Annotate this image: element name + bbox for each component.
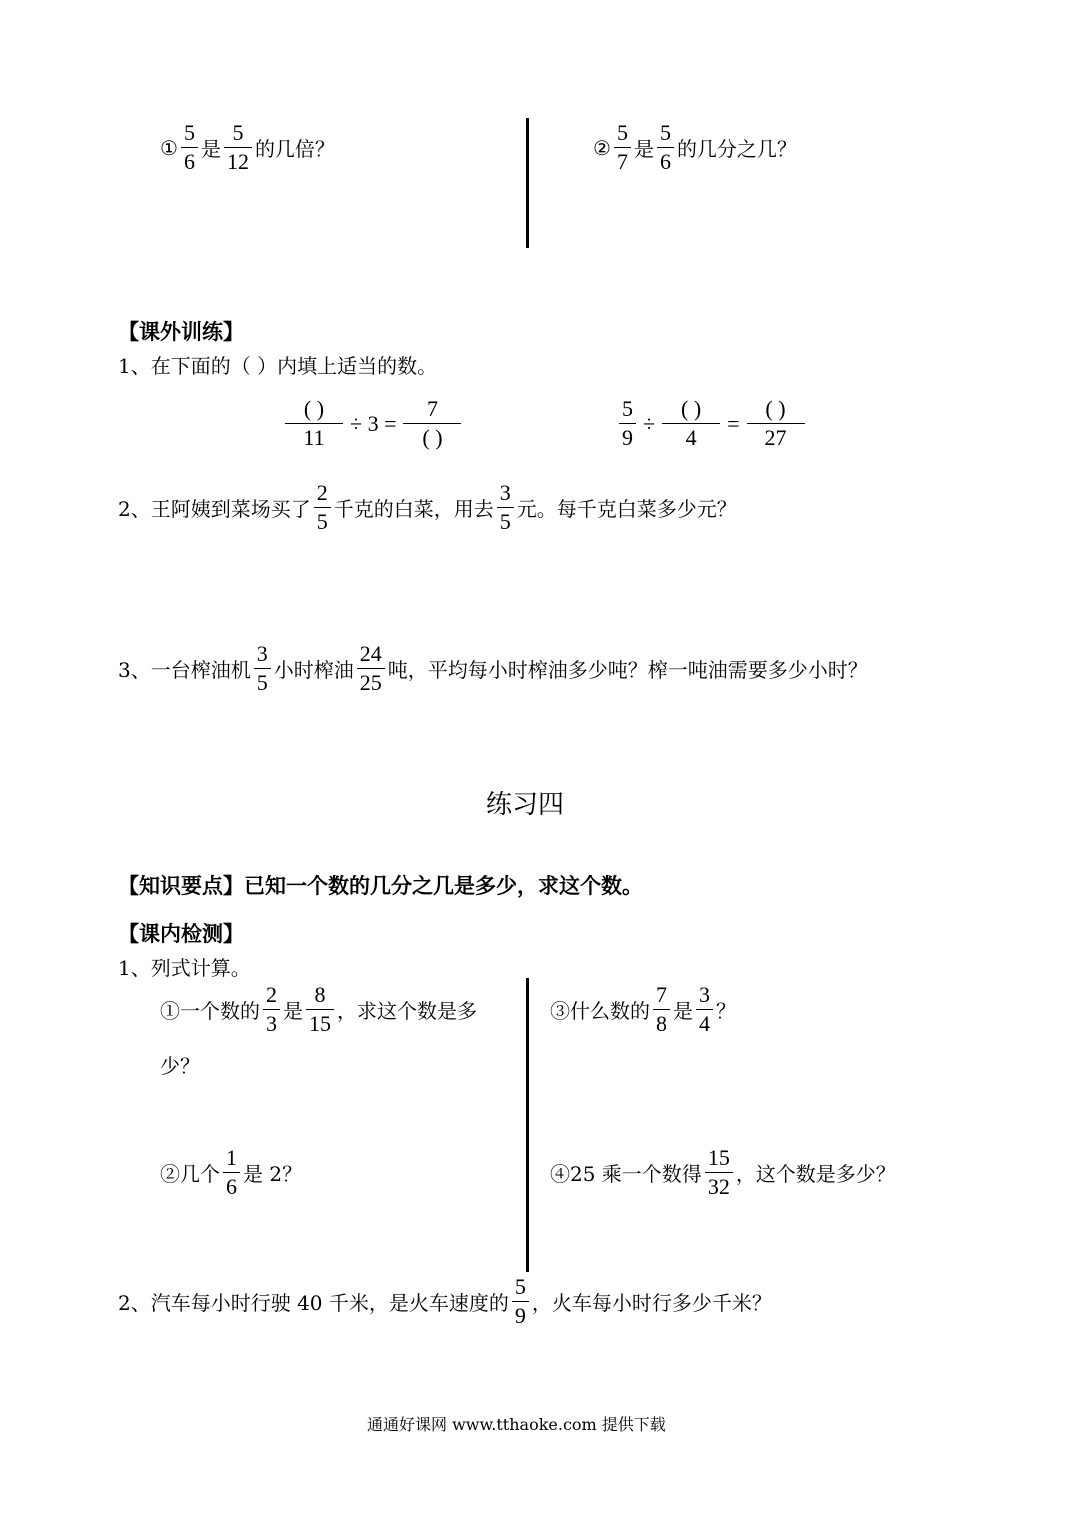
equation-1 bbox=[282, 398, 464, 449]
text: 元。每千克白菜多少元？ bbox=[516, 497, 737, 521]
fraction: $\frac{7}{8}$ bbox=[653, 984, 670, 1035]
text: 是 bbox=[200, 137, 221, 161]
text: 吨，平均每小时榨油多少吨？榨一吨油需要多少小时？ bbox=[387, 658, 868, 682]
fraction: $\frac{24}{25}$ bbox=[357, 643, 385, 694]
column-divider bbox=[526, 978, 529, 1272]
fraction: $\frac{( )}{11}$ bbox=[285, 398, 343, 449]
item-1-text: 1、列式计算。 bbox=[118, 956, 251, 980]
text: 是 bbox=[673, 999, 693, 1023]
column-divider bbox=[526, 118, 529, 248]
top-exercise-1 bbox=[160, 122, 335, 173]
marker: ② bbox=[593, 135, 611, 160]
fraction: $\frac{( )}{27}$ bbox=[747, 398, 805, 449]
operator: ÷ bbox=[643, 410, 656, 436]
text: 的几倍？ bbox=[254, 137, 335, 161]
operator: = bbox=[727, 410, 740, 436]
page-title: 练习四 bbox=[486, 790, 565, 820]
section-heading-in-class: 【课内检测】 bbox=[118, 922, 244, 946]
sub-exercise-1 bbox=[160, 984, 477, 1035]
top-exercise-2 bbox=[593, 122, 797, 173]
fraction: $\frac{15}{32}$ bbox=[705, 1147, 733, 1198]
text: 小时榨油 bbox=[273, 658, 354, 682]
text: ①一个数的 bbox=[160, 999, 260, 1023]
text: ④25 乘一个数得 bbox=[550, 1162, 702, 1186]
section-heading-extra-training: 【课外训练】 bbox=[118, 320, 244, 344]
fraction: $\frac{5}{7}$ bbox=[614, 122, 631, 173]
item-2 bbox=[118, 1276, 772, 1327]
item-3 bbox=[118, 643, 868, 694]
text: 千克的白菜，用去 bbox=[333, 497, 494, 521]
fraction: $\frac{1}{6}$ bbox=[223, 1147, 240, 1198]
sub-exercise-4 bbox=[550, 1147, 896, 1198]
fraction: $\frac{7}{( )}$ bbox=[403, 398, 461, 449]
item-1-text: 1、在下面的（ ）内填上适当的数。 bbox=[118, 354, 438, 378]
fraction: $\frac{3}{4}$ bbox=[696, 984, 713, 1035]
sub-exercise-2 bbox=[160, 1147, 302, 1198]
sub-exercise-3 bbox=[550, 984, 736, 1035]
text: ，求这个数是多 bbox=[337, 999, 477, 1023]
text: 3、一台榨油机 bbox=[118, 658, 251, 682]
text: 是 bbox=[633, 137, 654, 161]
fraction: $\frac{( )}{4}$ bbox=[662, 398, 720, 449]
sub-exercise-1-continued: 少？ bbox=[160, 1054, 200, 1078]
text: ②几个 bbox=[160, 1162, 220, 1186]
fraction: $\frac{3}{5}$ bbox=[254, 643, 271, 694]
operator: ÷ 3 = bbox=[350, 410, 397, 436]
key-point: 【知识要点】已知一个数的几分之几是多少，求这个数。 bbox=[118, 874, 643, 898]
footer: 通通好课网 www.tthaoke.com 提供下载 bbox=[367, 1415, 666, 1434]
fraction: $\frac{5}{6}$ bbox=[181, 122, 198, 173]
fraction: $\frac{5}{6}$ bbox=[657, 122, 674, 173]
fraction: $\frac{2}{5}$ bbox=[314, 482, 331, 533]
text: 2、汽车每小时行驶 40 千米，是火车速度的 bbox=[118, 1291, 509, 1315]
text: ，火车每小时行多少千米？ bbox=[531, 1291, 772, 1315]
text: 2、王阿姨到菜场买了 bbox=[118, 497, 311, 521]
fraction: $\frac{5}{9}$ bbox=[619, 398, 636, 449]
text: ，这个数是多少？ bbox=[735, 1162, 896, 1186]
fraction: $\frac{2}{3}$ bbox=[263, 984, 280, 1035]
marker: ① bbox=[160, 135, 178, 160]
text: 是 bbox=[283, 999, 303, 1023]
text: ③什么数的 bbox=[550, 999, 650, 1023]
item-2 bbox=[118, 482, 737, 533]
text: 的几分之几？ bbox=[676, 137, 797, 161]
fraction: $\frac{8}{15}$ bbox=[306, 984, 334, 1035]
fraction: $\frac{3}{5}$ bbox=[497, 482, 514, 533]
equation-2 bbox=[616, 398, 808, 449]
fraction: $\frac{5}{12}$ bbox=[224, 122, 252, 173]
text: ？ bbox=[716, 999, 736, 1023]
text: 是 2？ bbox=[243, 1162, 303, 1186]
fraction: $\frac{5}{9}$ bbox=[512, 1276, 529, 1327]
